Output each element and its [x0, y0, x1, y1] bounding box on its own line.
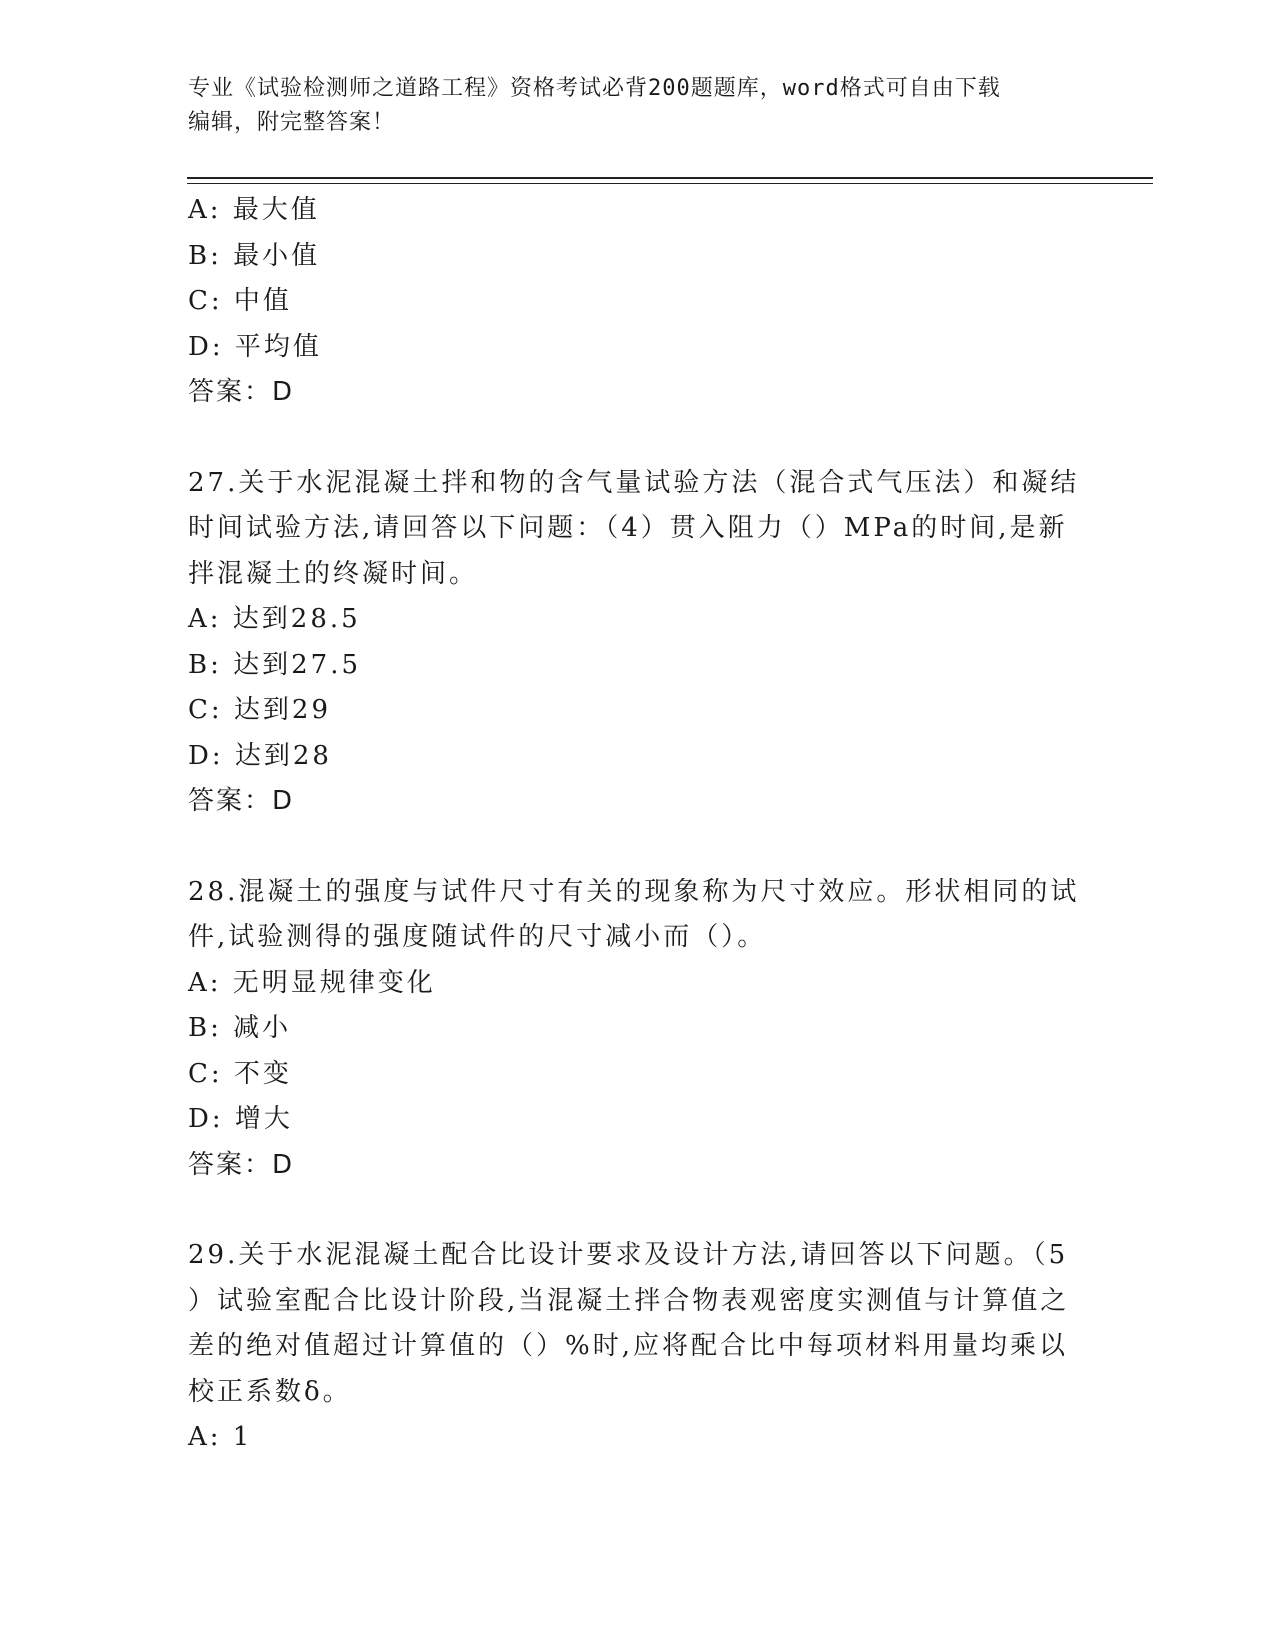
option-b: B: 达到27.5	[188, 649, 362, 680]
option-c: C: 达到29	[188, 695, 332, 725]
option-a: A: 最大值	[188, 195, 320, 225]
option-a: A: 达到28.5	[188, 604, 361, 634]
question-list	[188, 188, 1088, 1461]
option-b: B: 最小值	[188, 240, 321, 271]
option-d: D: 达到28	[188, 740, 332, 771]
question-text-line: 差的绝对值超过计算值的（）%时,应将配合比中每项材料用量均乘以	[188, 1331, 1068, 1361]
question-block-27	[188, 461, 1088, 825]
question-text-line: 29.关于水泥混凝土配合比设计要求及设计方法,请回答以下问题。（5	[188, 1240, 1069, 1270]
header-line-1: 专业《试验检测师之道路工程》资格考试必背200题题库，word格式可自由下载	[188, 76, 1001, 101]
answer-line: 答案：D	[188, 1149, 295, 1180]
question-text-line: 校正系数δ。	[188, 1376, 352, 1407]
question-text-line: 27.关于水泥混凝土拌和物的含气量试验方法（混合式气压法）和凝结	[188, 467, 1080, 498]
answer-line: 答案：D	[188, 786, 295, 816]
question-block-partial	[188, 188, 1088, 416]
option-c: C: 中值	[188, 286, 292, 316]
question-text-line: 件,试验测得的强度随试件的尺寸减小而（）。	[188, 922, 767, 952]
option-b: B: 减小	[188, 1013, 292, 1043]
option-d: D: 平均值	[188, 331, 322, 362]
header-divider-thick	[187, 177, 1153, 179]
option-c: C: 不变	[188, 1058, 292, 1089]
document-header	[188, 72, 1068, 140]
header-divider-thin	[187, 183, 1153, 184]
answer-line: 答案：D	[188, 377, 295, 407]
question-text-line: 28.混凝土的强度与试件尺寸有关的现象称为尺寸效应。形状相同的试	[188, 876, 1080, 907]
option-d: D: 增大	[188, 1104, 293, 1134]
question-block-28	[188, 870, 1088, 1189]
header-line-2: 编辑，附完整答案！	[188, 110, 396, 135]
question-text-line: 时间试验方法,请回答以下问题：（4）贯入阻力（）MPa的时间,是新	[188, 513, 1068, 543]
option-a: A: 无明显规律变化	[188, 967, 436, 998]
question-text-line: 拌混凝土的终凝时间。	[188, 558, 479, 589]
question-block-29	[188, 1233, 1088, 1461]
question-text-line: ）试验室配合比设计阶段,当混凝土拌合物表观密度实测值与计算值之	[188, 1285, 1070, 1316]
option-a: A: 1	[188, 1422, 253, 1452]
